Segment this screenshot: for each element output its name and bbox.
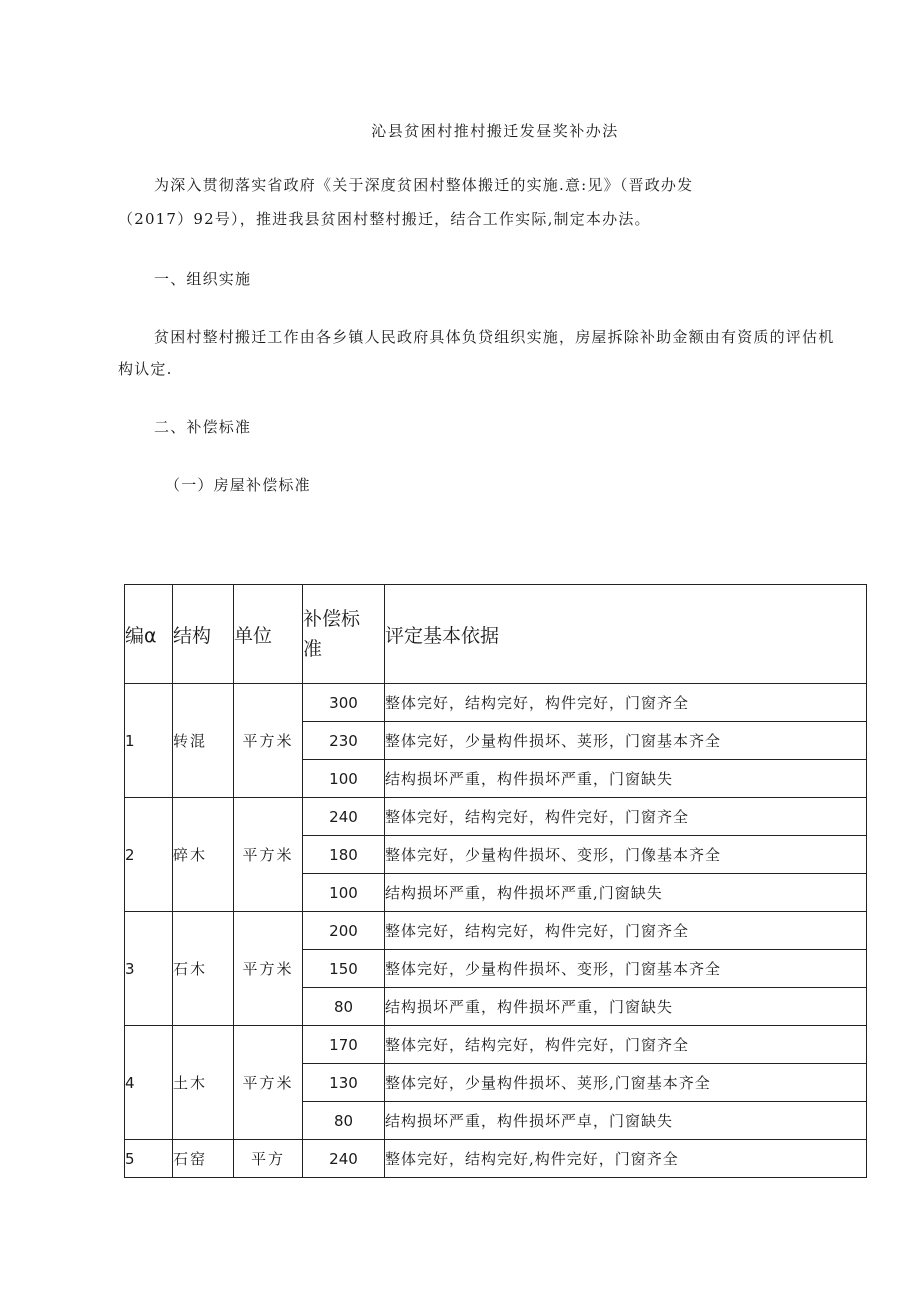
row-basis: 整体完好，结构完好，构件完好，门窗齐全 — [385, 798, 867, 836]
row-basis: 结构损坏严重，构件损坏严重，门窗缺失 — [385, 760, 867, 798]
intro-line-1: 为深入贯彻落实省政府《关于深度贫困村整体搬迁的实施.意:见》（晋政办发 — [154, 176, 694, 194]
table-row — [125, 798, 867, 836]
row-basis: 结构损坏严重，构件损坏严重,门窗缺失 — [385, 874, 867, 912]
row-structure: 石窑 — [173, 1140, 234, 1178]
row-standard: 240 — [303, 798, 385, 836]
row-number: 5 — [125, 1140, 173, 1178]
row-standard: 230 — [303, 722, 385, 760]
row-standard: 80 — [303, 1102, 385, 1140]
row-unit: 平方米 — [234, 912, 303, 1026]
row-basis: 整体完好，少量构件损坏、变形，门像基本齐全 — [385, 836, 867, 874]
header-standard — [303, 585, 385, 684]
row-basis: 整体完好，结构完好，构件完好，门窗齐全 — [385, 912, 867, 950]
table-row — [125, 684, 867, 722]
row-basis: 整体完好，少量构件损坏、荚形，门窗基本齐全 — [385, 722, 867, 760]
row-standard: 240 — [303, 1140, 385, 1178]
row-standard: 150 — [303, 950, 385, 988]
row-basis: 整体完好，少量构件损坏、荚形,门窗基本齐全 — [385, 1064, 867, 1102]
header-basis: 评定基本依据 — [385, 585, 867, 684]
row-structure: 石木 — [173, 912, 234, 1026]
header-standard-line-1: 补偿标 — [303, 608, 361, 630]
row-basis: 整体完好，结构完好，构件完好，门窗齐全 — [385, 684, 867, 722]
subsection-1-heading: （一）房屋补偿标准 — [165, 476, 311, 494]
row-basis: 整体完好，结构完好,构件完好，门窗齐全 — [385, 1140, 867, 1178]
header-number: 编α — [125, 585, 173, 684]
row-number: 2 — [125, 798, 173, 912]
document-title: 沁县贫困村推村搬迁发昼奖补办法 — [371, 122, 619, 140]
row-standard: 100 — [303, 760, 385, 798]
section-1-line-1: 贫困村整村搬迁工作由各乡镇人民政府具体负贷组织实施，房屋拆除补助金额由有资质的评估机 — [154, 328, 835, 346]
row-unit: 平方米 — [234, 684, 303, 798]
row-unit: 平方米 — [234, 798, 303, 912]
row-unit: 平方 — [234, 1140, 303, 1178]
row-structure: 转混 — [173, 684, 234, 798]
row-number: 3 — [125, 912, 173, 1026]
row-standard: 180 — [303, 836, 385, 874]
row-structure: 土木 — [173, 1026, 234, 1140]
section-1-line-2: 构认定. — [118, 360, 173, 378]
section-2-heading: 二、补偿标准 — [154, 418, 252, 436]
header-standard-line-2: 准 — [303, 638, 323, 660]
row-standard: 100 — [303, 874, 385, 912]
row-number: 1 — [125, 684, 173, 798]
header-unit: 单位 — [234, 585, 303, 684]
row-standard: 170 — [303, 1026, 385, 1064]
row-basis: 结构损坏严重，构件损坏严重，门窗缺失 — [385, 988, 867, 1026]
table-row — [125, 1140, 867, 1178]
row-number: 4 — [125, 1026, 173, 1140]
row-unit: 平方米 — [234, 1026, 303, 1140]
table-row — [125, 912, 867, 950]
table-header-row — [125, 585, 867, 684]
header-structure: 结构 — [173, 585, 234, 684]
compensation-table — [124, 584, 867, 1178]
intro-line-2: （2017）92号），推进我县贫困村整村搬迁，结合工作实际,制定本办法。 — [118, 210, 651, 228]
section-1-heading: 一、组织实施 — [154, 270, 252, 288]
row-structure: 碎木 — [173, 798, 234, 912]
table-row — [125, 1026, 867, 1064]
row-basis: 整体完好，少量构件损坏、变形，门窗基本齐全 — [385, 950, 867, 988]
row-standard: 200 — [303, 912, 385, 950]
row-standard: 130 — [303, 1064, 385, 1102]
row-standard: 300 — [303, 684, 385, 722]
row-basis: 整体完好，结构完好，构件完好，门窗齐全 — [385, 1026, 867, 1064]
row-standard: 80 — [303, 988, 385, 1026]
row-basis: 结构损坏严重，构件损坏严卓，门窗缺失 — [385, 1102, 867, 1140]
